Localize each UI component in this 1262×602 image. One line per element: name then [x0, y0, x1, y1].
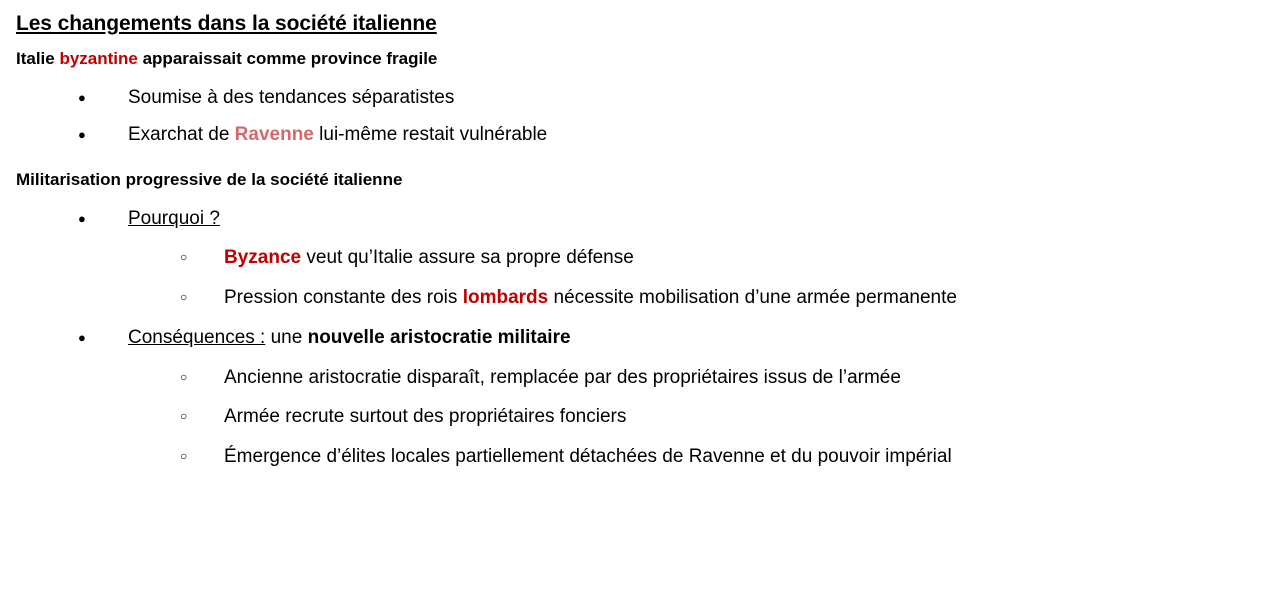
bullet-list-level-2: [128, 366, 1246, 469]
bullet-text: Émergence d’élites locales partiellement détachées de Ravenne et du pouvoir impérial: [224, 446, 952, 467]
bullet-list-level-1: [16, 86, 1246, 148]
bullet-text: nécessite mobilisation d’une armée permanente: [548, 287, 957, 308]
list-item: [128, 366, 1246, 390]
bullet-text: lui-même restait vulnérable: [313, 124, 548, 146]
list-item: [16, 123, 1246, 147]
list-item: [128, 445, 1246, 469]
bullet-list-level-2: [128, 246, 1246, 310]
section-heading: [16, 167, 1246, 193]
bullet-text: Soumise à des tendances séparatistes: [128, 86, 455, 108]
section-list: [16, 46, 1246, 469]
bullet-text-accent: lombards: [462, 287, 549, 308]
bullet-text-strong: nouvelle aristocratie militaire: [307, 326, 571, 348]
bullet-text-accent: Byzance: [224, 247, 302, 269]
bullet-text: Conséquences :: [128, 326, 266, 348]
bullet-list-level-1: [16, 207, 1246, 469]
list-item: [16, 326, 1246, 469]
list-item: [128, 405, 1246, 429]
bullet-text: veut qu’Italie assure sa propre défense: [301, 247, 634, 269]
sub-list-wrapper: [128, 246, 1246, 310]
bullet-text: Armée recrute surtout des propriétaires fonciers: [224, 406, 627, 428]
bullet-text: Exarchat de: [128, 124, 235, 146]
list-item: [128, 286, 1246, 310]
section-heading: [16, 46, 1246, 72]
bullet-text: une: [265, 326, 308, 348]
list-item: [16, 86, 1246, 110]
sub-list-wrapper: [128, 366, 1246, 469]
list-item: [128, 246, 1246, 270]
heading-part: Militarisation progressive de la société italienne: [16, 170, 403, 189]
bullet-text: Pression constante des rois: [224, 287, 463, 308]
bullet-text: Ancienne aristocratie disparaît, remplacée par des propriétaires issus de l’armée: [224, 366, 901, 388]
heading-part: Italie: [16, 49, 60, 68]
heading-part-accent: byzantine: [59, 49, 138, 68]
bullet-text-accent: Ravenne: [234, 124, 314, 146]
section: [16, 167, 1246, 469]
page-title: Les changements dans la société italienne: [16, 12, 437, 35]
section: [16, 46, 1246, 147]
list-item: [16, 207, 1246, 310]
heading-part: apparaissait comme province fragile: [137, 49, 438, 68]
bullet-text: Pourquoi ?: [128, 207, 220, 229]
